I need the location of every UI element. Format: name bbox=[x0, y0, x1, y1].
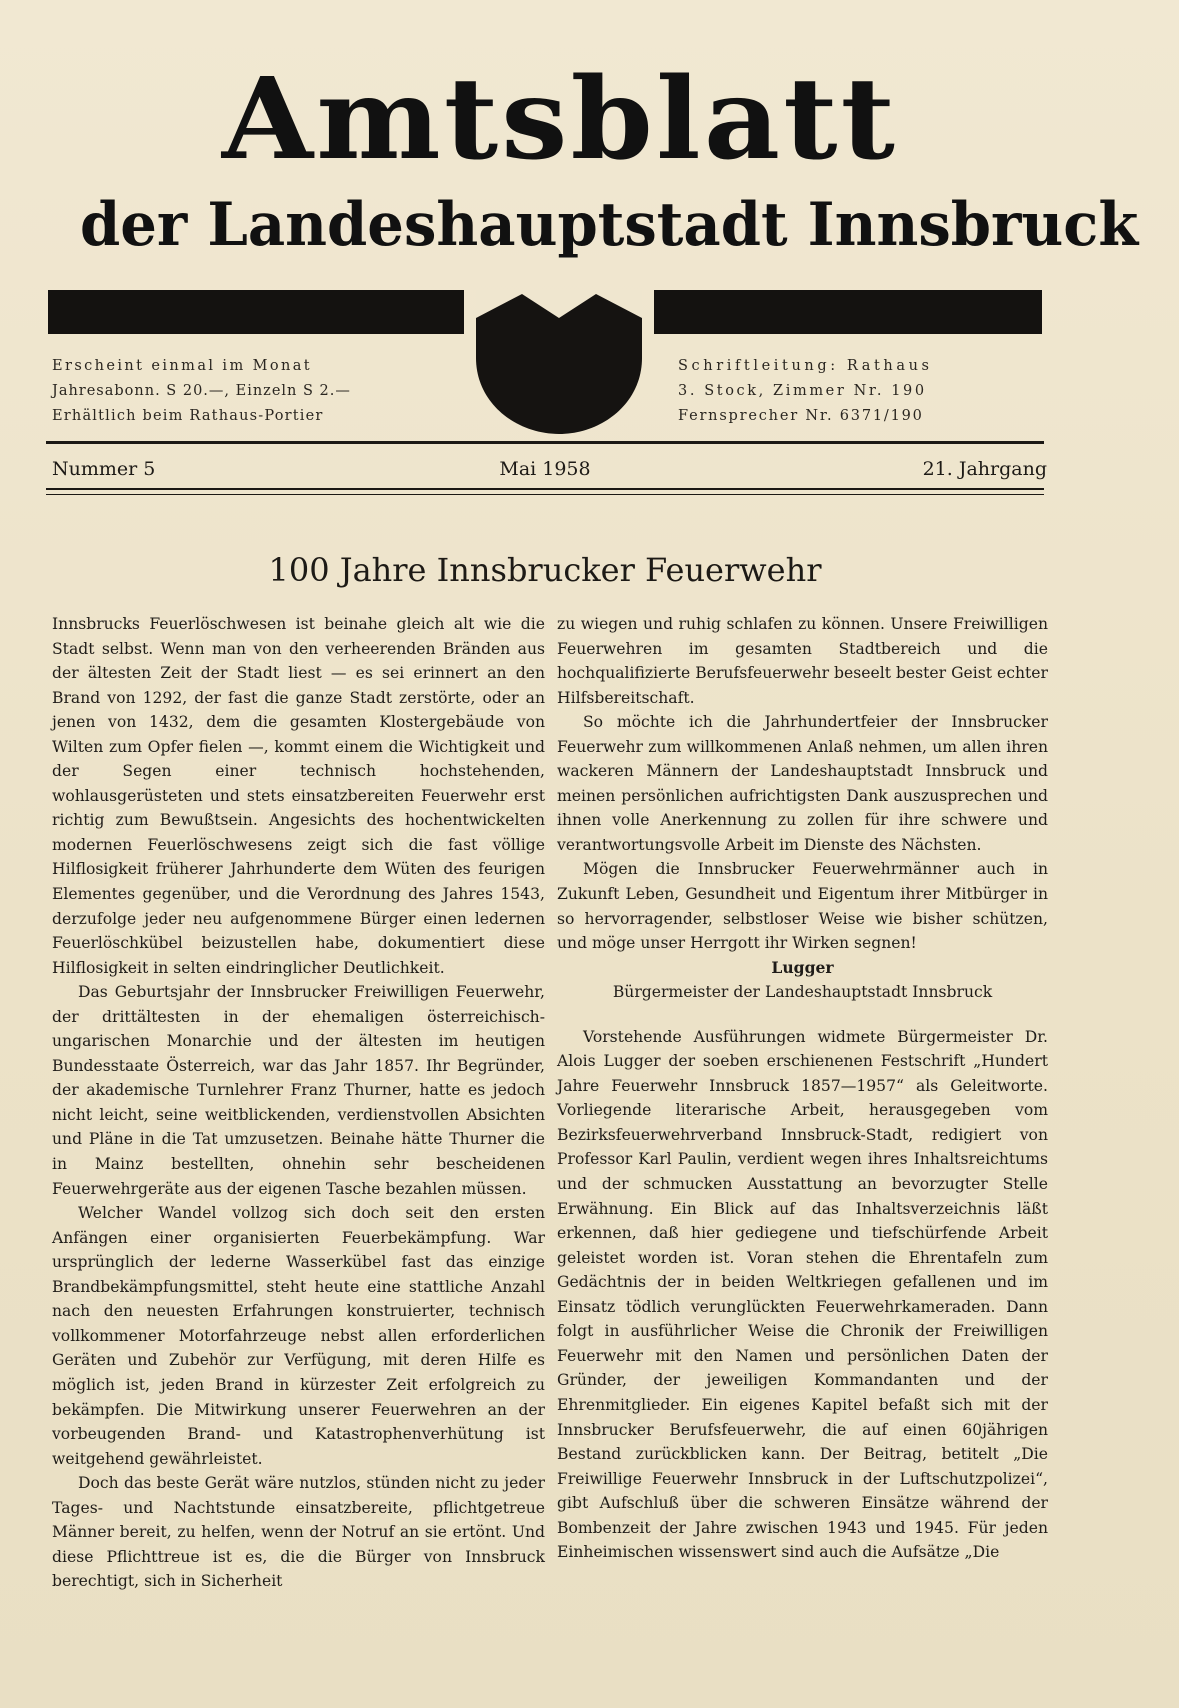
article-paragraph: Das Geburtsjahr der Innsbrucker Freiwilligen Feuerwehr, der drittältesten in der ehemaligen österreichisch-ungarischen Monarchie und der ältesten im heutigen Bundesstaate Österreich, war das Jahr 1857. Ihr Begründer, der akademische Turnlehrer Franz Thurner, hatte es jedoch nicht leicht, seine weitblickenden, verdienstvollen Absichten und Pläne in die Tat umzusetzen. Beinahe hätte Thurner die in Mainz bestellten, ohnehin sehr bescheidenen Feuerwehrgeräte aus der eigenen Tasche bezahlen müssen. bbox=[52, 983, 545, 1198]
article-paragraph: Welcher Wandel vollzog sich doch seit den ersten Anfängen einer organisierten Feuerbekämpfung. War ursprünglich der lederne Wasserkübel fast das einzige Brandbekämpfungsmittel, steht heute eine stattliche Anzahl nach den neuesten Erfahrungen konstruierter, technisch vollkommener Motorfahrzeuge nebst allen erforderlichen Geräten und Zubehör zur Verfügung, mit deren Hilfe es möglich ist, jeden Brand in kürzester Zeit erfolgreich zu bekämpfen. Die Mitwirkung unserer Feuerwehren an der vorbeugenden Brand- und Katastrophenverhütung ist weitgehend gewährleistet. bbox=[52, 1204, 545, 1468]
article-paragraph: So möchte ich die Jahrhundertfeier der Innsbrucker Feuerwehr zum willkommenen Anlaß nehmen, um allen ihren wackeren Männern der Landeshauptstadt Innsbruck und meinen persönlichen aufrichtigsten Dank auszusprechen und ihnen volle Anerkennung zu zollen für ihre schwere und verantwortungsvolle Arbeit im Dienste des Nächsten. bbox=[557, 713, 1048, 854]
signature-name: Lugger bbox=[771, 957, 834, 977]
divider-top bbox=[46, 441, 1044, 444]
divider-bottom bbox=[46, 488, 1044, 490]
issue-number: Nummer 5 bbox=[52, 458, 156, 480]
city-coat-of-arms-icon bbox=[472, 288, 646, 436]
divider-bottom-thin bbox=[46, 494, 1044, 495]
editorial-info bbox=[678, 354, 1053, 429]
publication-info bbox=[52, 354, 452, 429]
masthead-bar-left bbox=[48, 290, 464, 334]
masthead-bar-right bbox=[654, 290, 1042, 334]
signature-title: Bürgermeister der Landeshauptstadt Innsbruck bbox=[612, 983, 993, 1002]
article-paragraph: Innsbrucks Feuerlöschwesen ist beinahe gleich alt wie die Stadt selbst. Wenn man von den verheerenden Bränden aus der ältesten Zeit der Stadt liest — es sei erinnert an den Brand von 1292, der fast die ganze Stadt zerstörte, oder an jenen von 1432, dem die gesamten Klostergebäude von Wilten zum Opfer fielen —, kommt einem die Wichtigkeit und der Segen einer technisch hochstehenden, wohlausgerüsteten und stets einsatzbereiten Feuerwehr erst richtig zum Bewußtsein. Angesichts des hochentwickelten modernen Feuerlöschwesens zeigt sich die fast völlige Hilflosigkeit früherer Jahrhunderte dem Wüten des feurigen Elementes gegenüber, und die Verordnung des Jahres 1543, derzufolge jeder neu aufgenommene Bürger einen ledernen Feuerlöschkübel beizustellen habe, dokumentiert diese Hilflosigkeit in selten eindringlicher Deutlichkeit. bbox=[52, 615, 545, 977]
header-right-line-3: Fernsprecher Nr. 6371/190 bbox=[678, 408, 924, 424]
header-left-line-2: Jahresabonn. S 20.—, Einzeln S 2.— bbox=[52, 383, 351, 399]
article-column-left bbox=[52, 612, 545, 1594]
article-paragraph: Mögen die Innsbrucker Feuerwehrmänner auch in Zukunft Leben, Gesundheit und Eigentum ihrer Mitbürger in so hervorragender, selbstloser Weise wie bisher schützen, und möge unser Herrgott ihr Wirken segnen! bbox=[557, 860, 1048, 953]
masthead-subtitle: der Landeshauptstadt Innsbruck bbox=[80, 190, 1139, 260]
article-paragraph: Doch das beste Gerät wäre nutzlos, stünden nicht zu jeder Tages- und Nachtstunde einsatzbereite, pflichtgetreue Männer bereit, zu helfen, wenn der Notruf an sie ertönt. Und diese Pflichttreue ist es, die die Bürger von Innsbruck berechtigt, sich in Sicherheit bbox=[52, 1474, 545, 1591]
header-left-line-3: Erhältlich beim Rathaus-Portier bbox=[52, 408, 324, 424]
masthead-title: Amtsblatt bbox=[221, 54, 899, 185]
article-headline: 100 Jahre Innsbrucker Feuerwehr bbox=[268, 551, 822, 589]
header-right-line-1: Schriftleitung: Rathaus bbox=[678, 358, 933, 374]
issue-volume: 21. Jahrgang bbox=[922, 458, 1047, 480]
header-right-line-2: 3. Stock, Zimmer Nr. 190 bbox=[678, 383, 927, 399]
issue-date: Mai 1958 bbox=[499, 458, 591, 480]
note-paragraph: Vorstehende Ausführungen widmete Bürgermeister Dr. Alois Lugger der soeben erschienenen Festschrift „Hundert Jahre Feuerwehr Innsbruck 1857—1957“ als Geleitworte. Vorliegende literarische Arbeit, herausgegeben vom Bezirksfeuerwehrverband Innsbruck-Stadt, redigiert von Professor Karl Paulin, verdient wegen ihres Inhaltsreichtums und der schmucken Ausstattung an bevorzugter Stelle Erwähnung. Ein Blick auf das Inhaltsverzeichnis läßt erkennen, daß hier gediegene und tiefschürfende Arbeit geleistet worden ist. Voran stehen die Ehrentafeln zum Gedächtnis der in beiden Weltkriegen gefallenen und im Einsatz tödlich verunglückten Feuerwehrkameraden. Dann folgt in ausführlicher Weise die Chronik der Freiwilligen Feuerwehr mit den Namen und persönlichen Daten der Gründer, der jeweiligen Kommandanten und der Ehrenmitglieder. Ein eigenes Kapitel befaßt sich mit der Innsbrucker Berufsfeuerwehr, die auf einen 60jährigen Bestand zurückblicken kann. Der Beitrag, betitelt „Die Freiwillige Feuerwehr Innsbruck in der Luftschutzpolizei“, gibt Aufschluß über die schweren Einsätze während der Bombenzeit der Jahre zwischen 1943 und 1945. Für jeden Einheimischen wissenswert sind auch die Aufsätze „Die bbox=[557, 1027, 1048, 1562]
article-paragraph: zu wiegen und ruhig schlafen zu können. Unsere Freiwilligen Feuerwehren im gesamten Stadtbereich und die hochqualifizierte Berufsfeuerwehr beseelt bester Geist echter Hilfsbereitschaft. bbox=[557, 615, 1048, 707]
header-left-line-1: Erscheint einmal im Monat bbox=[52, 358, 312, 374]
article-column-right bbox=[557, 612, 1048, 1565]
